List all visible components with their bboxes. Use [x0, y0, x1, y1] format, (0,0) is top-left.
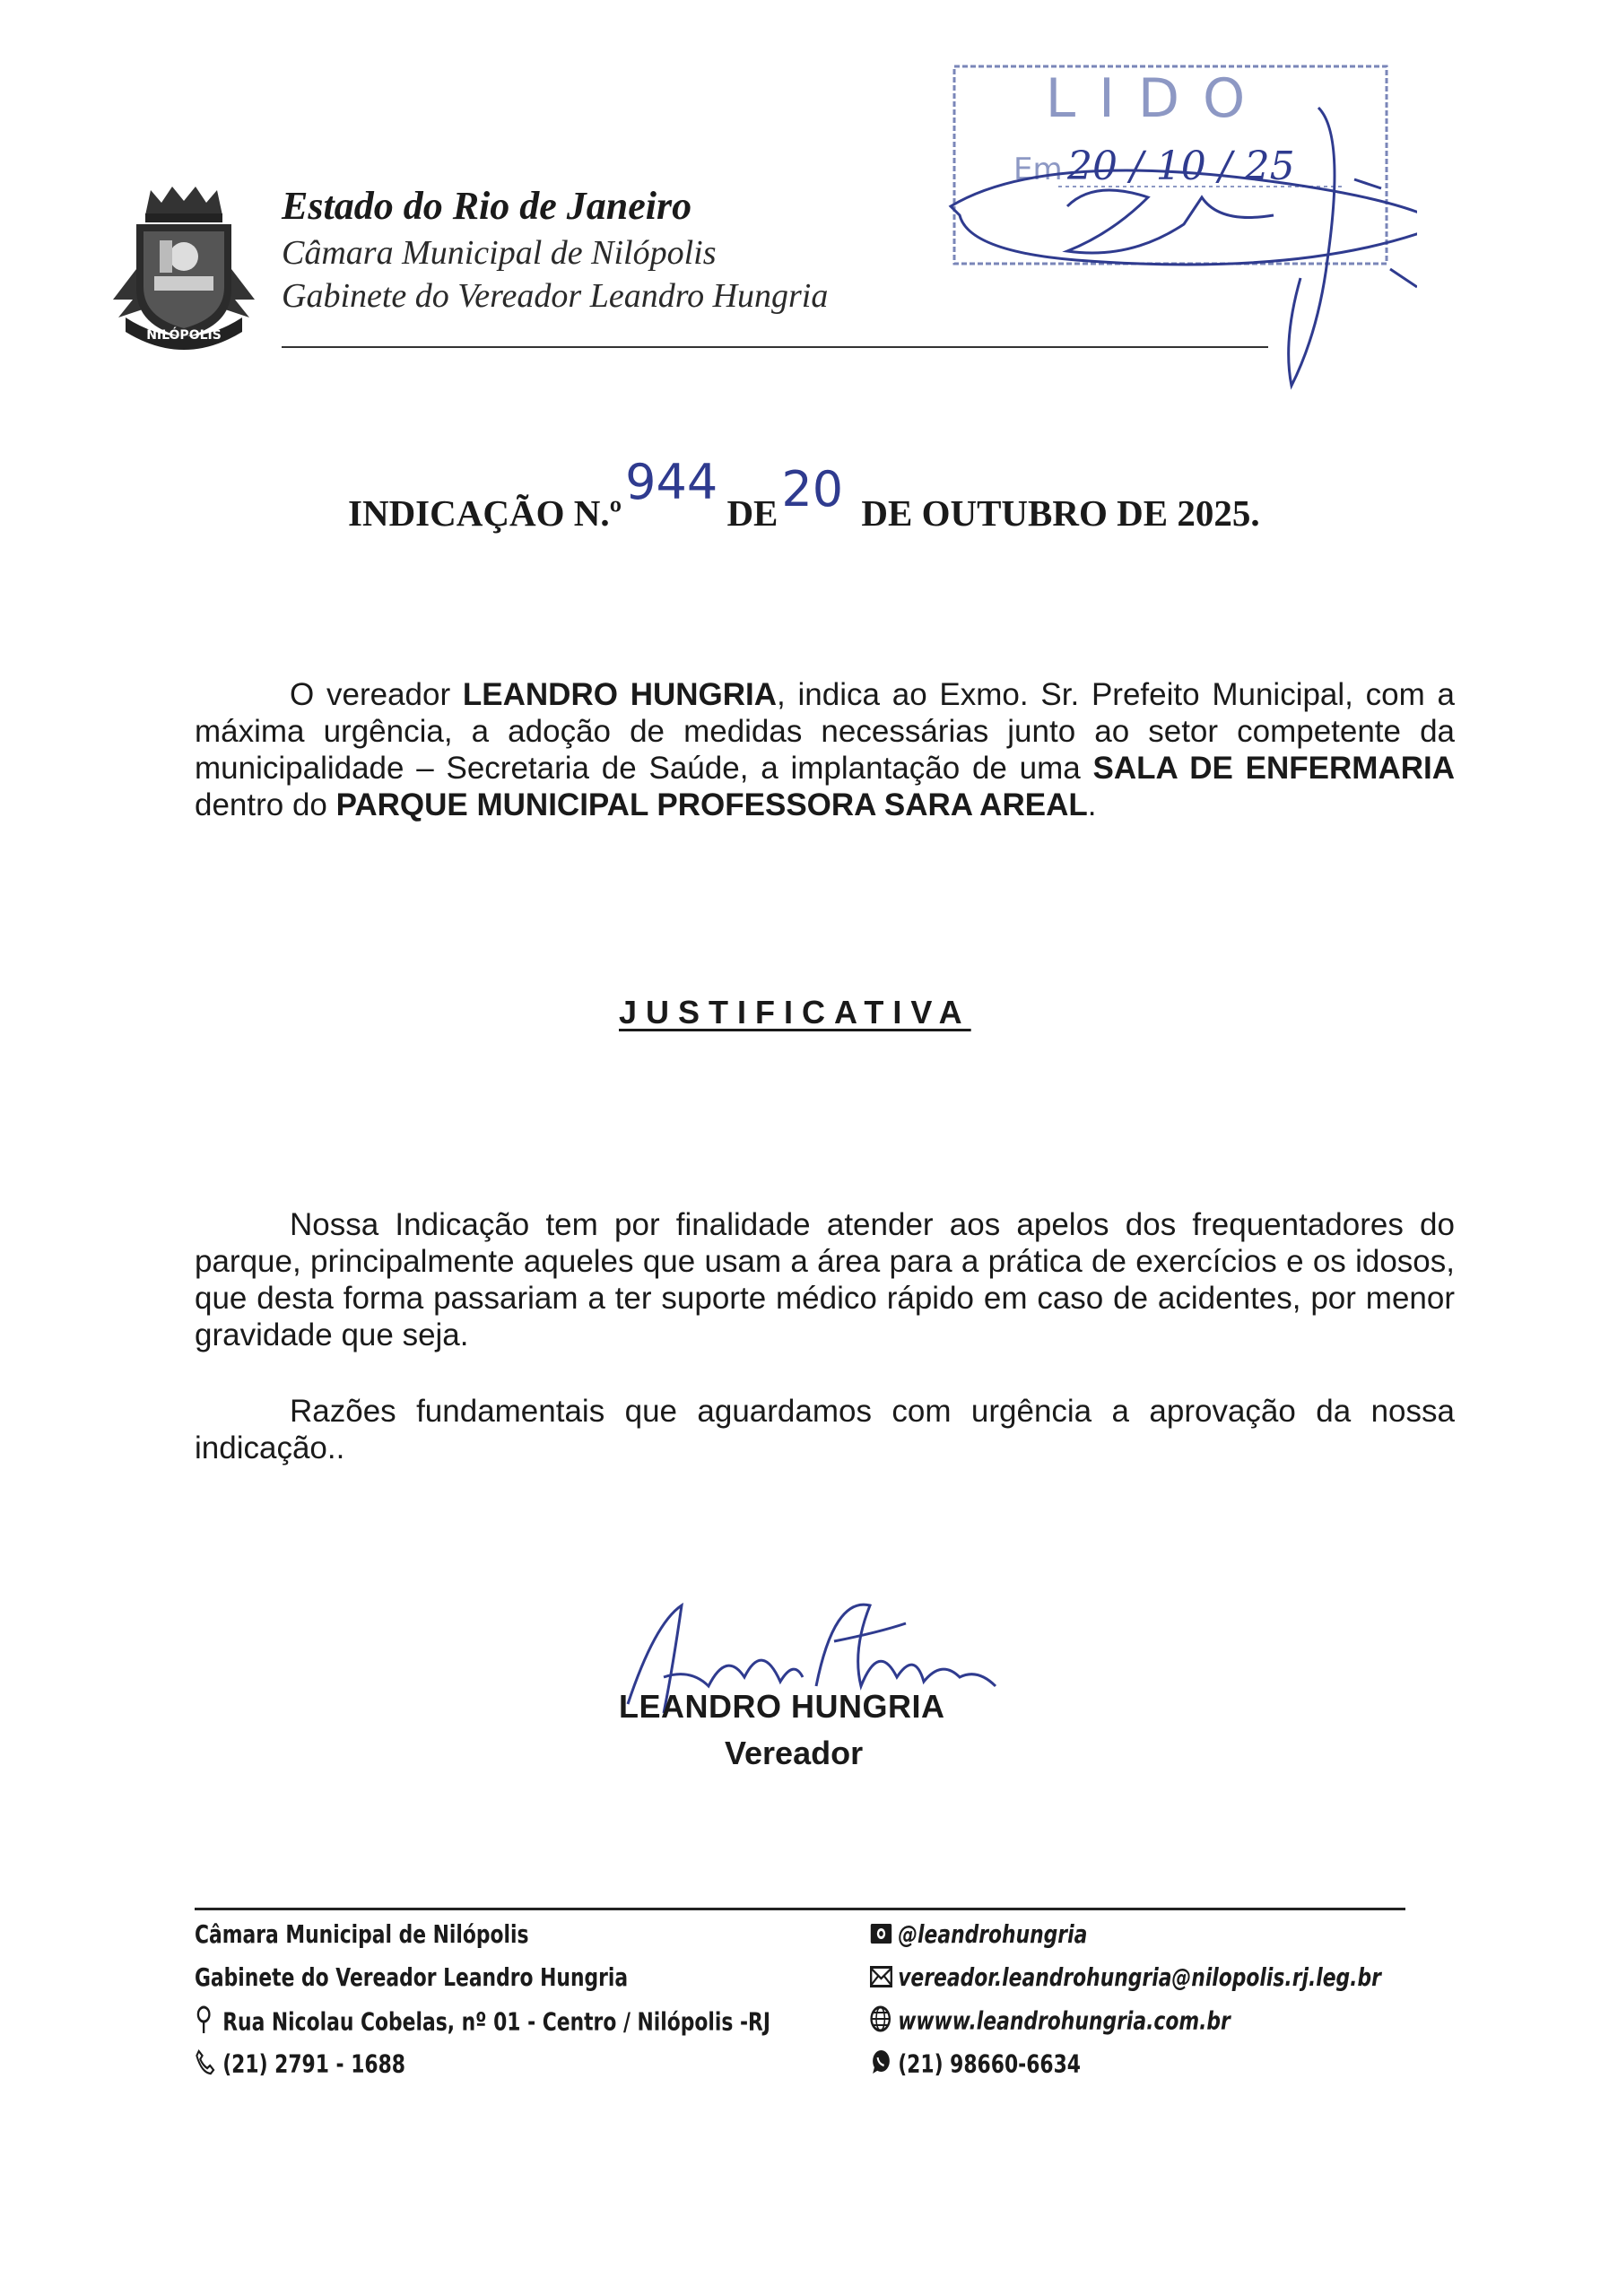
- footer-email[interactable]: vereador.leandrohungria@nilopolis.rj.leg.br: [870, 1962, 1381, 1994]
- footer-office: Gabinete do Vereador Leandro Hungria: [195, 1962, 629, 1992]
- room-name: SALA DE ENFERMARIA: [1092, 751, 1456, 786]
- header-state: Estado do Rio de Janeiro: [282, 184, 692, 228]
- closing-paragraph: Razões fundamentais que aguardamos com urgência a aprovação da nossa indicação..: [195, 1394, 1455, 1465]
- park-name: PARQUE MUNICIPAL PROFESSORA SARA AREAL: [335, 787, 1088, 822]
- justification-paragraph: Nossa Indicação tem por finalidade atender aos apelos dos frequentadores do parque, principalmente aqueles que usam a área para a prática de exercícios e os idosos, que desta forma passariam a ter suporte médico rápido em caso de acidentes, por menor gravidade que seja.: [195, 1207, 1455, 1352]
- whatsapp-icon: [870, 2048, 891, 2082]
- header-office: Gabinete do Vereador Leandro Hungria: [282, 277, 829, 315]
- title-suffix: DE OUTUBRO DE 2025.: [861, 492, 1260, 534]
- indication-paragraph: O vereador LEANDRO HUNGRIA, indica ao Exmo. Sr. Prefeito Municipal, com a máxima urgência, a adoção de medidas necessárias junto ao setor competente da municipalidade – Secretaria de Saúde, a implantação de uma SALA DE ENFERMARIA dentro do PARQUE MUNICIPAL PROFESSORA SARA AREAL.: [195, 677, 1456, 822]
- handwritten-day: 20: [781, 461, 844, 517]
- globe-icon: [870, 2005, 891, 2039]
- footer-chamber: Câmara Municipal de Nilópolis: [195, 1919, 529, 1949]
- signatory-name: LEANDRO HUNGRIA: [619, 1688, 945, 1725]
- footer-phone: (21) 2791 - 1688: [195, 2048, 405, 2082]
- footer-address: Rua Nicolau Cobelas, nº 01 - Centro / Nilópolis -RJ: [195, 2005, 770, 2040]
- stamp-date: 20 / 10 / 25: [1067, 144, 1295, 189]
- stamp-label: LIDO: [1045, 67, 1269, 130]
- stamp-date-prefix: Em: [1013, 152, 1063, 187]
- title-mid: DE: [726, 492, 778, 534]
- header-chamber: Câmara Municipal de Nilópolis: [282, 234, 717, 272]
- map-pin-icon: [195, 2005, 215, 2040]
- footer-website[interactable]: wwww.leandrohungria.com.br: [870, 2005, 1231, 2039]
- envelope-icon: [870, 1964, 891, 1994]
- footer-instagram[interactable]: @leandrohungria: [870, 1919, 1087, 1951]
- municipal-crest-logo: [109, 183, 258, 350]
- handwritten-number: 944: [625, 454, 718, 510]
- justificativa-heading: JUSTIFICATIVA: [619, 994, 971, 1031]
- footer-whatsapp[interactable]: (21) 98660-6634: [870, 2048, 1081, 2082]
- svg-text:NILÓPOLIS: NILÓPOLIS: [146, 328, 222, 343]
- phone-icon: [195, 2048, 215, 2082]
- document-title: [348, 454, 1260, 537]
- lido-stamp: [933, 45, 1417, 395]
- title-prefix: INDICAÇÃO N.º: [348, 492, 622, 534]
- footer-divider: [195, 1908, 1405, 1910]
- signatory-role: Vereador: [725, 1735, 864, 1771]
- camera-icon: [870, 1921, 891, 1951]
- councilor-name: LEANDRO HUNGRIA: [462, 677, 778, 712]
